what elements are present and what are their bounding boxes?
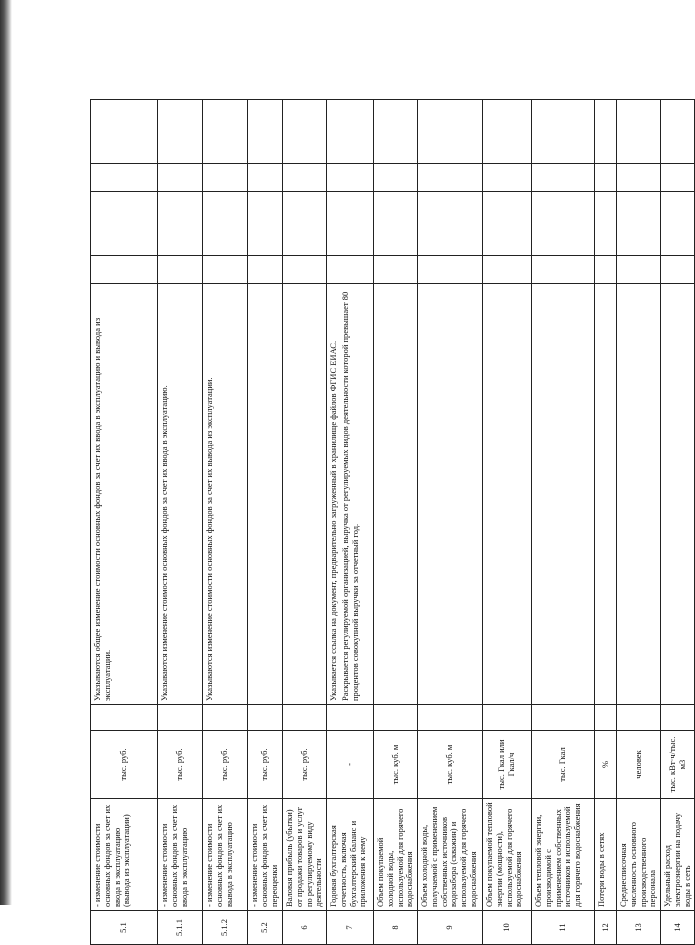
row-empty-cell <box>617 164 661 192</box>
row-empty-cell <box>595 100 617 164</box>
row-empty-cell <box>248 192 283 256</box>
row-indicator-name: Объем тепловой энергии, производимой с применением собственных источников и используемой для горячего водоснабжения <box>532 799 595 911</box>
row-empty-cell <box>248 256 283 284</box>
row-empty-cell <box>283 192 327 256</box>
row-empty-cell <box>418 100 483 164</box>
rotated-table <box>90 100 692 945</box>
row-empty-cell <box>418 164 483 192</box>
row-empty-cell <box>595 164 617 192</box>
table-row <box>595 100 617 945</box>
row-value-cell <box>158 705 203 731</box>
row-empty-cell <box>661 164 695 192</box>
row-empty-cell <box>418 192 483 256</box>
table-row <box>91 100 158 945</box>
row-empty-cell <box>483 100 532 164</box>
row-empty-cell <box>283 164 327 192</box>
row-empty-cell <box>532 192 595 256</box>
row-empty-cell <box>617 256 661 284</box>
table-row <box>248 100 283 945</box>
row-value-cell <box>661 705 695 731</box>
row-empty-cell <box>595 192 617 256</box>
row-description <box>617 284 661 705</box>
table-row <box>532 100 595 945</box>
row-value-cell <box>483 705 532 731</box>
row-value-cell <box>203 705 248 731</box>
row-empty-cell <box>91 256 158 284</box>
row-number: 6 <box>283 911 327 945</box>
table-row <box>327 100 374 945</box>
row-value-cell <box>595 705 617 731</box>
row-empty-cell <box>91 192 158 256</box>
row-indicator-name: - изменение стоимости основных фондов за счет их вывода в эксплуатацию <box>203 799 248 911</box>
row-empty-cell <box>532 100 595 164</box>
row-indicator-name: - изменение стоимости основных фондов за счет их ввода в эксплуатацию <box>158 799 203 911</box>
row-empty-cell <box>327 192 374 256</box>
row-empty-cell <box>203 164 248 192</box>
row-empty-cell <box>283 256 327 284</box>
row-unit: тыс. куб. м <box>418 731 483 799</box>
row-empty-cell <box>203 256 248 284</box>
row-number: 13 <box>617 911 661 945</box>
row-indicator-name: - изменение стоимости основных фондов за счет их ввода в эксплуатацию (вывода из эксплуатации) <box>91 799 158 911</box>
row-value-cell <box>532 705 595 731</box>
table-row <box>617 100 661 945</box>
row-description <box>418 284 483 705</box>
row-description <box>532 284 595 705</box>
row-value-cell <box>374 705 418 731</box>
row-empty-cell <box>374 164 418 192</box>
row-indicator-name: Годовая бухгалтерская отчетность, включая бухгалтерский баланс и приложения к нему <box>327 799 374 911</box>
row-empty-cell <box>158 100 203 164</box>
row-empty-cell <box>532 164 595 192</box>
row-empty-cell <box>661 192 695 256</box>
row-indicator-name: Среднесписочная численность основного производственного персонала <box>617 799 661 911</box>
row-description <box>483 284 532 705</box>
scan-edge-shadow <box>0 0 12 905</box>
row-empty-cell <box>595 256 617 284</box>
row-empty-cell <box>158 256 203 284</box>
row-empty-cell <box>158 192 203 256</box>
row-empty-cell <box>248 164 283 192</box>
row-value-cell <box>248 705 283 731</box>
row-unit: % <box>595 731 617 799</box>
row-description <box>595 284 617 705</box>
row-unit: тыс. Гкал или Гкал/ч <box>483 731 532 799</box>
row-indicator-name: Потери воды в сетях <box>595 799 617 911</box>
row-number: 5.2 <box>248 911 283 945</box>
row-unit: тыс. куб. м <box>374 731 418 799</box>
table-row <box>418 100 483 945</box>
row-empty-cell <box>661 256 695 284</box>
row-value-cell <box>91 705 158 731</box>
disclosure-table <box>90 99 695 945</box>
row-description: Указываются общее изменение стоимости основных фондов за счет их ввода в эксплуатацию и вывода из эксплуатации. <box>91 284 158 705</box>
row-number: 10 <box>483 911 532 945</box>
row-unit: тыс. кВт·ч/тыс. м3 <box>661 731 695 799</box>
row-number: 11 <box>532 911 595 945</box>
row-description: Указываются изменение стоимости основных фондов за счет их вывода из эксплуатации. <box>203 284 248 705</box>
table-row <box>483 100 532 945</box>
row-empty-cell <box>374 100 418 164</box>
row-empty-cell <box>283 100 327 164</box>
row-number: 5.1 <box>91 911 158 945</box>
row-number: 9 <box>418 911 483 945</box>
row-empty-cell <box>532 256 595 284</box>
row-description <box>283 284 327 705</box>
table-row <box>283 100 327 945</box>
row-empty-cell <box>661 100 695 164</box>
row-value-cell <box>327 705 374 731</box>
row-description-line: Указывается ссылка на документ, предварительно загруженный в хранилище файлов ФГИС ЕИАС. <box>328 340 339 701</box>
row-empty-cell <box>617 192 661 256</box>
row-empty-cell <box>483 256 532 284</box>
row-number: 14 <box>661 911 695 945</box>
row-description <box>327 284 374 705</box>
row-number: 7 <box>327 911 374 945</box>
row-indicator-name: Валовая прибыль (убытки) от продажи товаров и услуг по регулируемому виду деятельности <box>283 799 327 911</box>
row-empty-cell <box>483 164 532 192</box>
row-empty-cell <box>483 192 532 256</box>
row-indicator-name: Объем холодной воды, получаемой с применением собственных источников водозабора (скважин) и используемой для горячего водоснабжения <box>418 799 483 911</box>
row-empty-cell <box>91 164 158 192</box>
row-empty-cell <box>374 256 418 284</box>
row-unit: тыс. руб. <box>203 731 248 799</box>
row-description <box>248 284 283 705</box>
row-number: 5.1.2 <box>203 911 248 945</box>
row-empty-cell <box>327 100 374 164</box>
row-unit: человек <box>617 731 661 799</box>
rotated-table-container <box>45 50 692 936</box>
row-indicator-name: Удельный расход электроэнергии на подачу воды в сеть <box>661 799 695 911</box>
row-value-cell <box>418 705 483 731</box>
row-empty-cell <box>91 100 158 164</box>
row-description: Указываются изменение стоимости основных фондов за счет их ввода в эксплуатацию. <box>158 284 203 705</box>
row-empty-cell <box>203 100 248 164</box>
row-unit: тыс. Гкал <box>532 731 595 799</box>
table-row <box>158 100 203 945</box>
row-indicator-name: - изменение стоимости основных фондов за счет их переоценки <box>248 799 283 911</box>
row-unit: тыс. руб. <box>91 731 158 799</box>
row-unit: тыс. руб. <box>248 731 283 799</box>
row-description <box>374 284 418 705</box>
row-empty-cell <box>248 100 283 164</box>
row-number: 12 <box>595 911 617 945</box>
table-row <box>374 100 418 945</box>
row-empty-cell <box>617 100 661 164</box>
row-description <box>661 284 695 705</box>
row-unit: тыс. руб. <box>158 731 203 799</box>
row-empty-cell <box>327 164 374 192</box>
row-empty-cell <box>327 256 374 284</box>
row-empty-cell <box>158 164 203 192</box>
row-unit: - <box>327 731 374 799</box>
row-unit: тыс. руб. <box>283 731 327 799</box>
row-indicator-name: Объем покупаемой тепловой энергии (мощности), используемой для горячего водоснабжения <box>483 799 532 911</box>
row-number: 5.1.1 <box>158 911 203 945</box>
row-indicator-name: Объем покупаемой холодной воды, используемой для горячего водоснабжения <box>374 799 418 911</box>
row-number: 8 <box>374 911 418 945</box>
row-value-cell <box>617 705 661 731</box>
row-empty-cell <box>418 256 483 284</box>
row-value-cell <box>283 705 327 731</box>
row-empty-cell <box>203 192 248 256</box>
row-description-line: Раскрывается регулируемой организацией, выручка от регулируемых видов деятельности которой превышает 80 процентов совокупной выручки за отчетный год. <box>339 291 360 701</box>
row-empty-cell <box>374 192 418 256</box>
table-row <box>203 100 248 945</box>
table-row <box>661 100 695 945</box>
